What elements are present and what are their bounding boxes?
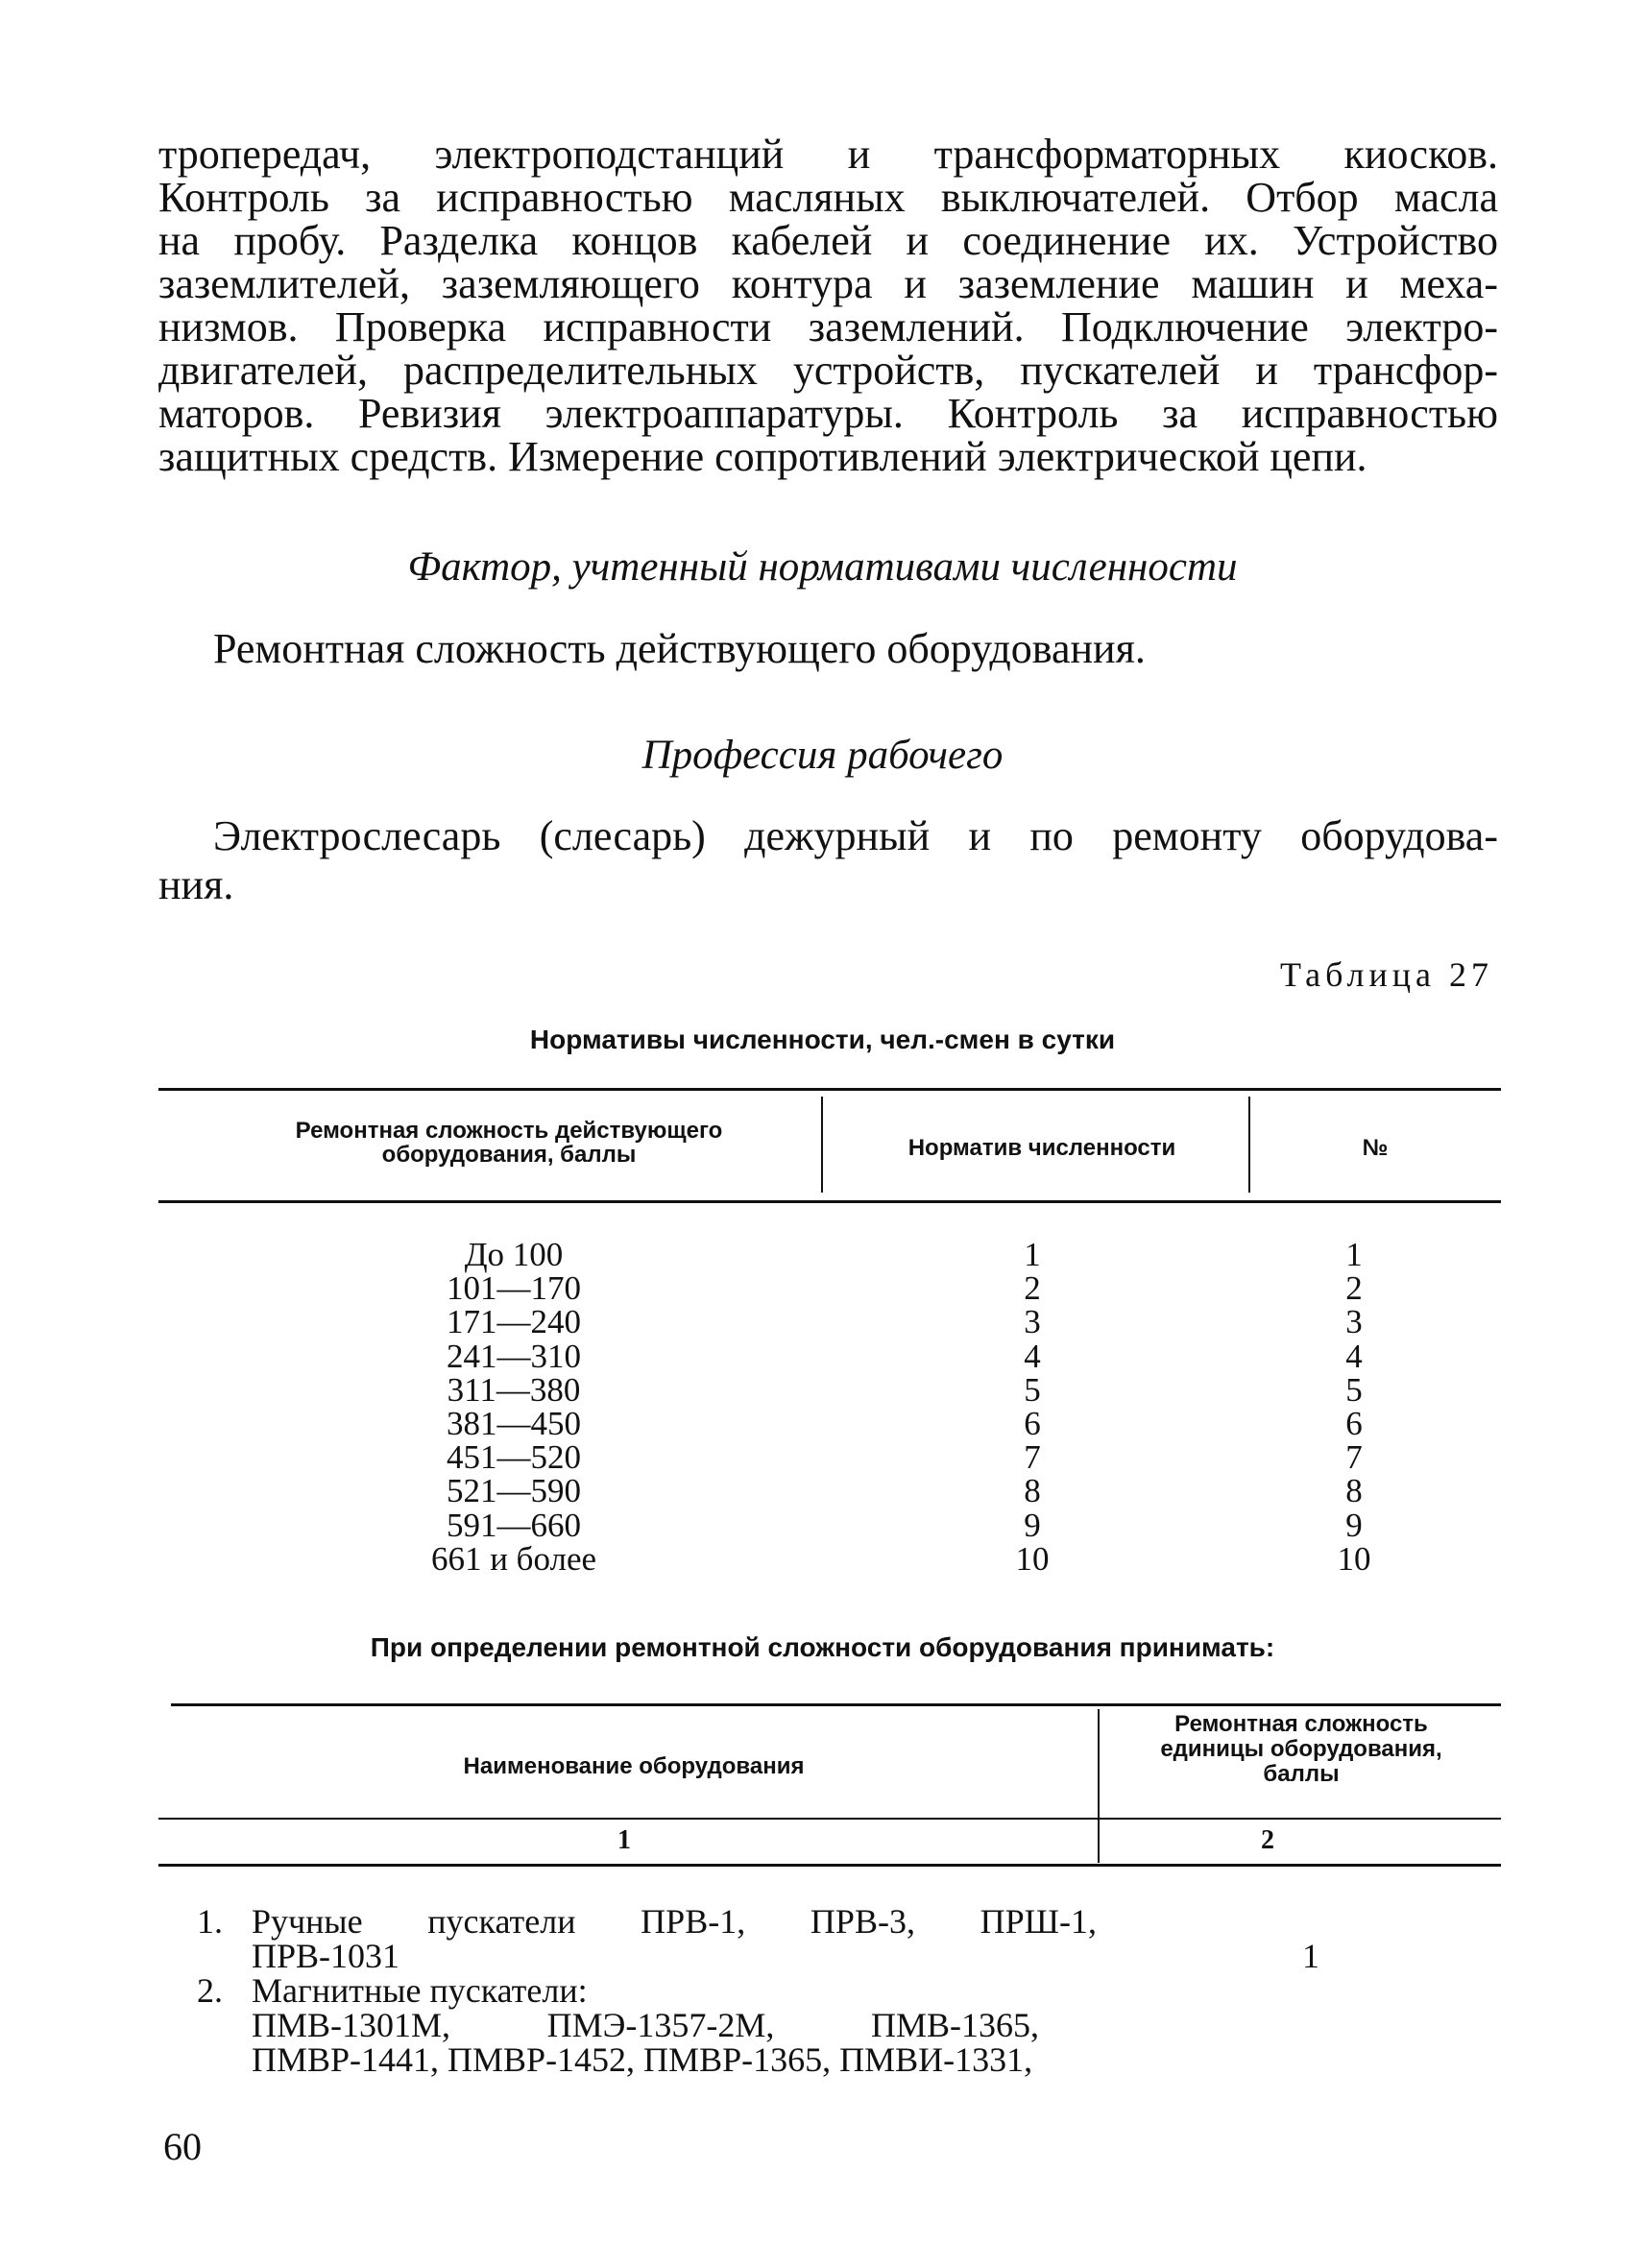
table-cell: 9 xyxy=(1345,1506,1363,1544)
equipment-title: При определении ремонтной сложности оборудования принимать: xyxy=(370,1632,1275,1662)
table-cell: 4 xyxy=(1024,1337,1041,1375)
table-header-rule xyxy=(158,1200,1501,1203)
column-number-1: 1 xyxy=(617,1825,631,1855)
factor-text: Ремонтная сложность действующего оборудования. xyxy=(213,625,1146,672)
item-number: 1. xyxy=(197,1902,223,1941)
header-complexity: Ремонтная сложность действующего оборудования, баллы xyxy=(295,1118,723,1168)
table-cell: 2 xyxy=(1024,1269,1041,1308)
equipment-top-rule xyxy=(171,1703,1501,1706)
table-cell: 2 xyxy=(1345,1269,1363,1308)
table-cell: 381—450 xyxy=(447,1404,581,1442)
item-line: Ручные пускатели ПРВ-1, ПРВ-3, ПРШ-1, xyxy=(252,1902,1097,1941)
column-norm xyxy=(960,1238,1104,1576)
table-cell: 10 xyxy=(1015,1539,1050,1578)
table-cell: 7 xyxy=(1024,1438,1041,1477)
table-cell: 4 xyxy=(1345,1337,1363,1375)
equipment-header-complexity: Ремонтная сложность единицы оборудования, баллы xyxy=(1160,1711,1442,1787)
intro-line: на пробу. Разделка концов кабелей и соединение их. Устройство xyxy=(158,217,1498,264)
item-value: 1 xyxy=(1302,1937,1319,1975)
column-number xyxy=(1282,1238,1426,1576)
table-cell: 6 xyxy=(1345,1404,1363,1442)
table-cell: 10 xyxy=(1337,1539,1371,1578)
table-label: Таблица 27 xyxy=(1280,955,1493,994)
table-cell: 311—380 xyxy=(447,1370,581,1409)
table-cell: 1 xyxy=(1024,1236,1041,1273)
equipment-header-divider xyxy=(1098,1709,1100,1863)
header-norm: Норматив численности xyxy=(907,1135,1176,1161)
header-divider xyxy=(821,1097,823,1193)
header-number: № xyxy=(1362,1135,1389,1161)
intro-line: маторов. Ревизия электроаппаратуры. Контроль за исправностью xyxy=(158,390,1498,437)
table-cell: До 100 xyxy=(464,1236,564,1273)
table-cell: 451—520 xyxy=(447,1438,581,1477)
intro-line: заземлителей, заземляющего контура и заземление машин и меха- xyxy=(158,260,1498,307)
intro-line: низмов. Проверка исправности заземлений. Подключение электро- xyxy=(158,303,1498,350)
table-cell: 8 xyxy=(1345,1472,1363,1510)
table-cell: 1 xyxy=(1345,1236,1363,1273)
intro-line: защитных средств. Измерение сопротивлений электрической цепи. xyxy=(158,433,1367,480)
intro-line: двигателей, распределительных устройств, пускателей и трансфор- xyxy=(158,347,1498,394)
table-cell: 661 и более xyxy=(430,1539,597,1578)
item-line: ПМВР-1441, ПМВР-1452, ПМВР-1365, ПМВИ-1331, xyxy=(252,2040,1033,2079)
table-cell: 3 xyxy=(1024,1303,1041,1341)
item-line: ПМВ-1301М, ПМЭ-1357-2М, ПМВ-1365, xyxy=(252,2006,1039,2044)
item-line: ПРВ-1031 xyxy=(252,1937,400,1975)
table-cell: 6 xyxy=(1024,1404,1041,1442)
table-title: Нормативы численности, чел.-смен в сутки xyxy=(529,1025,1116,1054)
table-cell: 521—590 xyxy=(447,1472,581,1510)
equipment-header-name: Наименование оборудования xyxy=(463,1753,805,1779)
table-cell: 5 xyxy=(1024,1370,1041,1409)
column-number-2: 2 xyxy=(1261,1825,1274,1855)
factor-heading: Фактор, учтенный нормативами численности xyxy=(407,544,1238,590)
equipment-header-rule xyxy=(158,1864,1501,1867)
profession-heading: Профессия рабочего xyxy=(641,733,1004,778)
table-top-rule xyxy=(158,1088,1501,1091)
item-line: Магнитные пускатели: xyxy=(252,1971,588,2010)
table-cell: 5 xyxy=(1345,1370,1363,1409)
item-number: 2. xyxy=(197,1971,223,2010)
intro-line: Контроль за исправностью масляных выключателей. Отбор масла xyxy=(158,174,1498,221)
table-cell: 8 xyxy=(1024,1472,1041,1510)
page-number: 60 xyxy=(163,2125,202,2168)
equipment-subheader-rule xyxy=(158,1818,1501,1820)
table-cell: 591—660 xyxy=(447,1506,581,1544)
profession-line: ния. xyxy=(158,861,234,908)
column-complexity xyxy=(351,1238,677,1576)
table-cell: 9 xyxy=(1024,1506,1041,1544)
table-cell: 171—240 xyxy=(447,1303,581,1341)
intro-line: тропередач, электроподстанций и трансформаторных киосков. xyxy=(158,131,1498,178)
table-cell: 3 xyxy=(1345,1303,1363,1341)
table-cell: 101—170 xyxy=(447,1269,581,1308)
profession-line: Электрослесарь (слесарь) дежурный и по ремонту оборудова- xyxy=(213,812,1498,859)
table-cell: 7 xyxy=(1345,1438,1363,1477)
table-cell: 241—310 xyxy=(447,1337,581,1375)
